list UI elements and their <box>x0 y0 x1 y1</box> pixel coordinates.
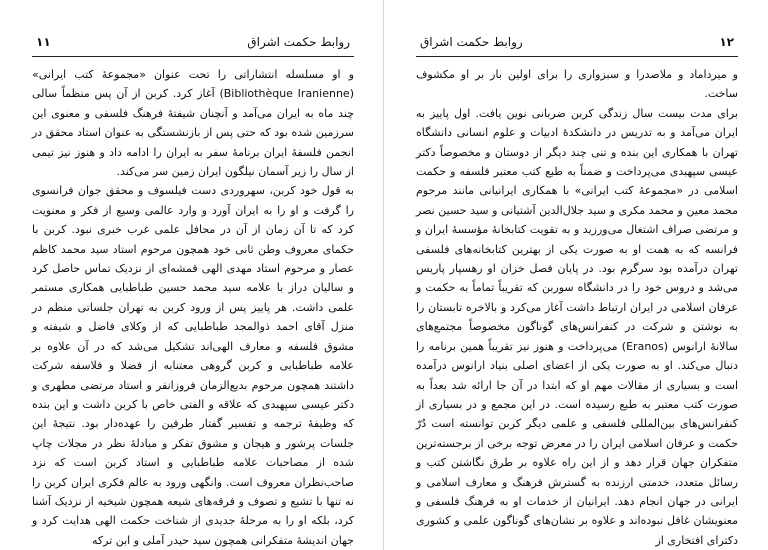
right-page <box>384 0 768 550</box>
paragraph: به قول خود کربن، سهروردی دست فیلسوف و محقق جوان فرانسوی را گرفت و او را به ایران آورد و وارد عالمی وسیع از فکر و معنویت کرد که تا آن زمان از آن در محافل علمی غرب خبری نبود. کربن با حکمای معروف وطن ثانی خود همچون مرحوم استاد سید محمد کاظم عصار و مرحوم استاد مهدی الهی قمشه‌ای از نزدیک تماس حاصل کرد و سالیان دراز با علامه سید محمد حسین طباطبایی همکاری مستمر علمی داشت. هر پاییز پس از ورود کربن به تهران جلساتی منظم در منزل آقای احمد ذوالمجد طباطبایی که از وکلای فاضل و شیفته و مشوق فلسفه و معارف الهی‌اند تشکیل می‌شد که در آن علاوه بر علامه طباطبایی و کربن گروهی معتنابه از فضلا و فلاسفه شرکت داشتند همچون مرحوم بدیع‌الزمان فروزانفر و استاد مرتضی مطهری و دکتر عیسی سپهبدی که علاقه و الفتی خاص با کربن داشت و این بنده که وظیفهٔ ترجمه و تفسیر گفتار طرفین را عهده‌دار بود. نتیجهٔ این جلسات پرشور و هیجان و مشوق تفکر و مبادلهٔ نظر در مجلات چاپ شده از مصاحبات علامه طباطبایی و استاد کربن است که نزد صاحب‌نظران معروف است. وانگهی ورود به عالم فکری ایران کربن را نه تنها با تشیع و تصوف و فرقه‌های شیعه همچون شیخیه از نزدیک آشنا کرد، بلکه او را به مرحلهٔ جدیدی از شناخت حکمت الهی هدایت کرد و جهان اندیشهٔ متفکرانی همچون سید حیدر آملی و ابن ترکه <box>32 184 354 547</box>
page-number: ۱۱ <box>36 35 51 49</box>
running-title: روابط حکمت اشراق <box>247 35 350 49</box>
paragraph: و میرداماد و ملاصدرا و سبزواری را برای اولین بار بر او مکشوف ساخت. <box>416 68 738 101</box>
paragraph: برای مدت بیست سال زندگی کربن ضربانی نوین یافت. اول پاییز به ایران می‌آمد و به تدریس در دانشکدهٔ ادبیات و علوم انسانی دانشگاه تهران با همکاری این بنده و تنی چند دیگر از دوستان و مخصوصاً دکتر عیسی سپهبدی می‌پرداخت و ضمناً به طبع کتب معتبر فلسفه و حکمت اسلامی در «مجموعهٔ کتب ایرانی» با همکاری ایرانیانی مانند مرحوم محمد معین و محمد مکری و سید جلال‌الدین آشتیانی و سید حسین نصر و مرتضی صراف اشتغال می‌ورزید و به تقویت کتابخانهٔ مؤسسهٔ ایران و فرانسه که به همت او به صورت یکی از بهترین کتابخانه‌های فلسفی تهران درآمده بود سرگرم بود. در پایان فصل خزان او رهسپار پاریس می‌شد و دروس خود را در دانشگاه سوربن که تقریباً تماماً به حکمت و عرفان اسلامی در ایران ارتباط داشت آغاز می‌کرد و بالاخره تابستان را به نوشتن و شرکت در کنفرانس‌های گوناگون مخصوصاً مجتمع‌های سالانهٔ ارانوس (Eranos) می‌پرداخت و هنوز نیز تقریباً همین برنامه را دنبال می‌کند. او به صورت یکی از اعضای اصلی بنیاد ارانوس درآمده است و بسیاری از مقالات مهم او که ابتدا در آن جا ارائه شد بعداً به صورت کتب معتبر به طبع رسیده است. در این مجمع و در بسیاری از کنفرانس‌های بین‌المللی فلسفی و علمی دیگر کربن توانسته است دُرّ حکمت و عرفان اسلامی ایران را در معرض توجه برخی از برجسته‌ترین متفکران جهان قرار دهد و از این راه علاوه بر طرق نگاشتن کتب و رسائل متعدد، خدمتی ارزنده به گسترش فرهنگ و معارف اسلامی و ایرانی در جهان انجام دهد. ایرانیان از خدمات او به فرهنگ فلسفی و معنویشان غافل نبوده‌اند و علاوه بر نشان‌های گوناگون علمی و کشوری دکترای افتخاری از <box>416 106 739 547</box>
left-page-body <box>32 65 354 550</box>
paragraph: و او مسلسله انتشاراتی را تحت عنوان «مجموعهٔ کتب ایرانی» (Bibliothèque Iranienne) آغاز کرد. کربن از آن پس منظماً سالی چند ماه به ایران می‌آمد و آنچنان شیفتهٔ فرهنگ فلسفی و معنوی این سرزمین شده بود که حتی پس از بازنشستگی به عنوان استاد محقق در انجمن فلسفهٔ ایران برنامهٔ سفر به ایران را ادامه داد و هنوز نیز تیمی از سال را زیر آسمان نیلگون ایران زمین سر می‌کند. <box>32 68 354 179</box>
running-title: روابط حکمت اشراق <box>420 35 523 49</box>
right-page-header <box>416 30 738 57</box>
right-page-body <box>416 65 738 550</box>
page-number: ۱۲ <box>719 35 734 49</box>
left-page-header <box>32 30 354 57</box>
